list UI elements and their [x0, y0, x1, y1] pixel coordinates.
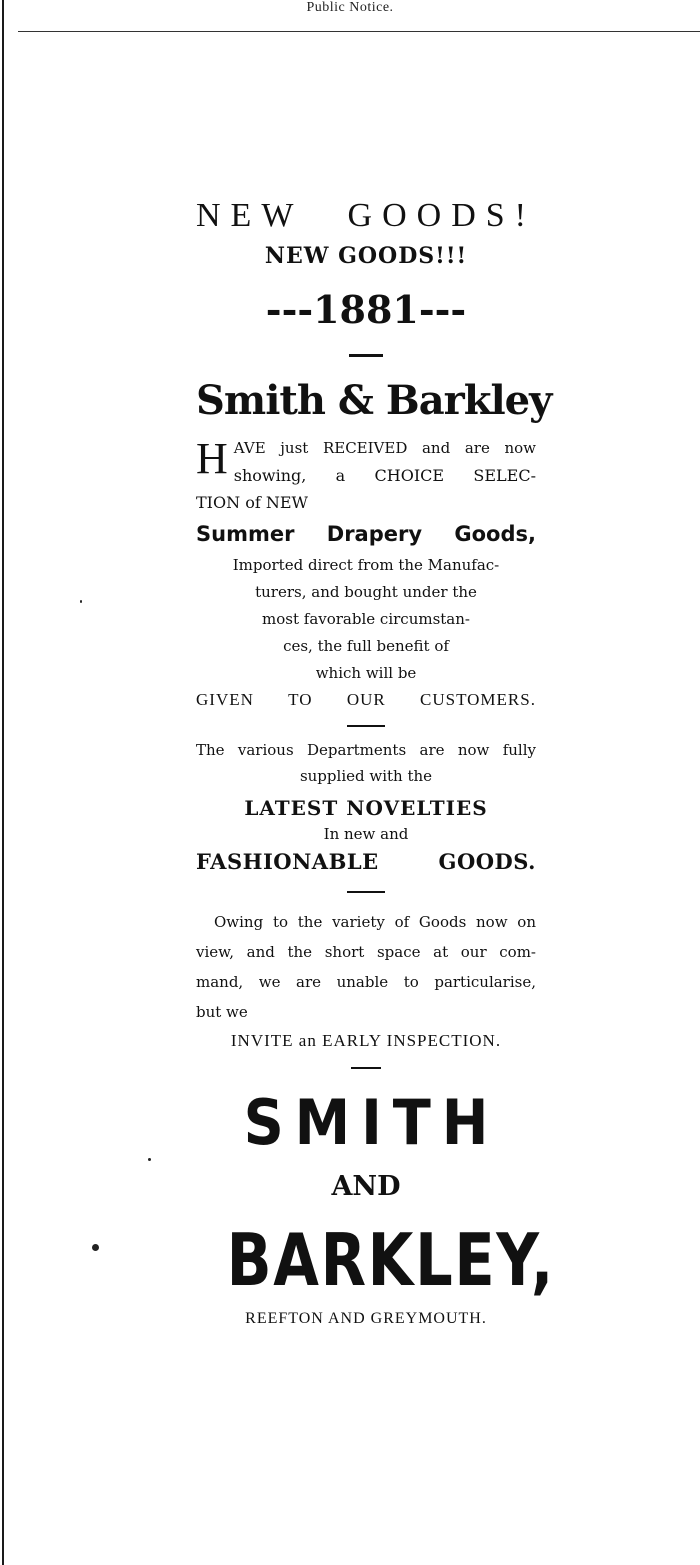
smith-letter: I [361, 1086, 382, 1159]
year-line: ---1881--- [265, 287, 467, 332]
intro-paragraph [196, 435, 536, 516]
headline-word-new: NEW [196, 197, 304, 234]
summer-word-3: Goods, [454, 522, 536, 546]
owing-line: Owing to the variety of Goods now on [214, 913, 536, 931]
subheadline-new-goods: NEW GOODS!!! [264, 243, 468, 269]
smith-letter: H [441, 1086, 489, 1159]
imported-line: ces, the full benefit of [283, 637, 449, 655]
barkley-display: BARKLEY, [226, 1218, 555, 1302]
drop-cap: H [196, 434, 228, 483]
latest-novelties: LATEST NOVELTIES [244, 796, 488, 820]
imported-line: most favorable circumstan- [262, 610, 470, 628]
fashionable-goods [196, 845, 536, 879]
departments-line: The various Departments are now fully [196, 741, 536, 759]
column-rule-left [2, 0, 4, 1565]
imported-paragraph [196, 552, 536, 687]
given-word-3: OUR [346, 690, 386, 709]
firm-name: Smith & Barkley [196, 377, 552, 424]
given-word-2: TO [288, 690, 313, 709]
given-word-4: CUSTOMERS. [420, 690, 536, 709]
divider-dash [349, 354, 383, 357]
fashion-word-2: GOODS. [438, 849, 536, 874]
divider-dash [347, 891, 385, 893]
advertisement [196, 196, 555, 1331]
smith-display [213, 1083, 519, 1163]
divider-dash [351, 1067, 381, 1069]
owing-line: but we [196, 1003, 248, 1021]
ink-speck [92, 1244, 99, 1251]
ink-speck [148, 1158, 151, 1161]
smith-letter: M [294, 1086, 351, 1159]
owing-line: view, and the short space at our com- [196, 943, 536, 961]
summer-word-2: Drapery [326, 522, 423, 546]
smith-letter: S [243, 1086, 284, 1159]
given-word-1: GIVEN [196, 690, 254, 709]
summer-drapery-line [196, 518, 536, 550]
departments-line: supplied with the [299, 767, 433, 785]
imported-line: Imported direct from the Manufac- [232, 556, 500, 574]
intro-line-1: AVE just RECEIVED and are now [233, 439, 536, 457]
summer-word-1: Summer [196, 522, 295, 546]
divider-dash [347, 725, 385, 727]
intro-line-3: TION of NEW [196, 493, 308, 512]
departments-paragraph [196, 737, 536, 789]
owing-line: mand, we are unable to particularise, [196, 973, 536, 991]
fashion-word-1: FASHIONABLE [196, 849, 379, 874]
location-line: REEFTON AND GREYMOUTH. [245, 1310, 487, 1327]
headline-new-goods [196, 196, 536, 236]
given-to-customers [196, 687, 536, 713]
header-divider [18, 31, 700, 32]
ink-speck [80, 600, 82, 603]
imported-line: turers, and bought under the [255, 583, 477, 601]
intro-line-2: showing, a CHOICE SELEC- [233, 466, 536, 485]
section-header: Public Notice. [306, 0, 394, 15]
and-word: AND [331, 1171, 401, 1202]
in-new-and: In new and [323, 825, 409, 843]
imported-line: which will be [315, 664, 417, 682]
owing-paragraph [196, 907, 536, 1027]
smith-letter: T [392, 1086, 431, 1159]
headline-word-goods: GOODS! [347, 197, 536, 234]
invite-inspection: INVITE an EARLY INSPECTION. [230, 1031, 502, 1050]
